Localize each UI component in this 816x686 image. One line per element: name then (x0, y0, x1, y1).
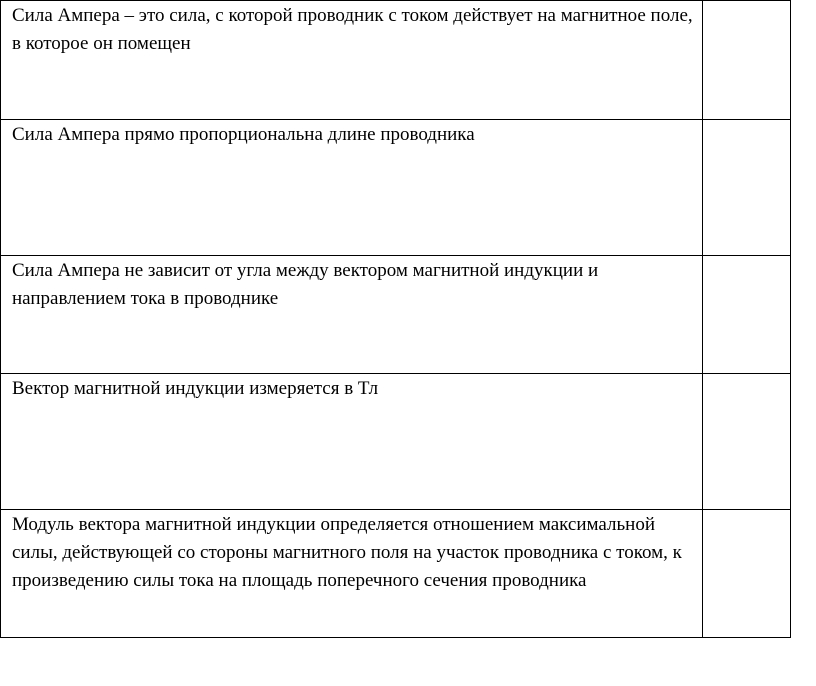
table-row (1, 374, 791, 510)
statement-cell (1, 374, 703, 510)
statement-text: Сила Ампера прямо пропорциональна длине проводника (12, 124, 475, 145)
statement-cell (1, 120, 703, 256)
answer-cell[interactable] (703, 1, 791, 120)
statement-cell (1, 1, 703, 120)
statement-text: Сила Ампера – это сила, с которой проводник с током действует на магнитное поле, в которое он помещен (12, 5, 693, 54)
statement-text: Модуль вектора магнитной индукции определяется отношением максимальной силы, действующей со стороны магнитного поля на участок проводника с током, к произведению силы тока на площадь поперечного сечения проводника (12, 514, 682, 591)
statement-text: Сила Ампера не зависит от угла между вектором магнитной индукции и направлением тока в проводнике (12, 260, 599, 309)
table-row (1, 1, 791, 120)
table-row (1, 510, 791, 638)
answer-cell[interactable] (703, 374, 791, 510)
statement-cell (1, 510, 703, 638)
table-row (1, 120, 791, 256)
answer-cell[interactable] (703, 120, 791, 256)
table-row (1, 256, 791, 374)
statement-text: Вектор магнитной индукции измеряется в Тл (12, 378, 379, 399)
answer-cell[interactable] (703, 256, 791, 374)
answer-cell[interactable] (703, 510, 791, 638)
statement-cell (1, 256, 703, 374)
